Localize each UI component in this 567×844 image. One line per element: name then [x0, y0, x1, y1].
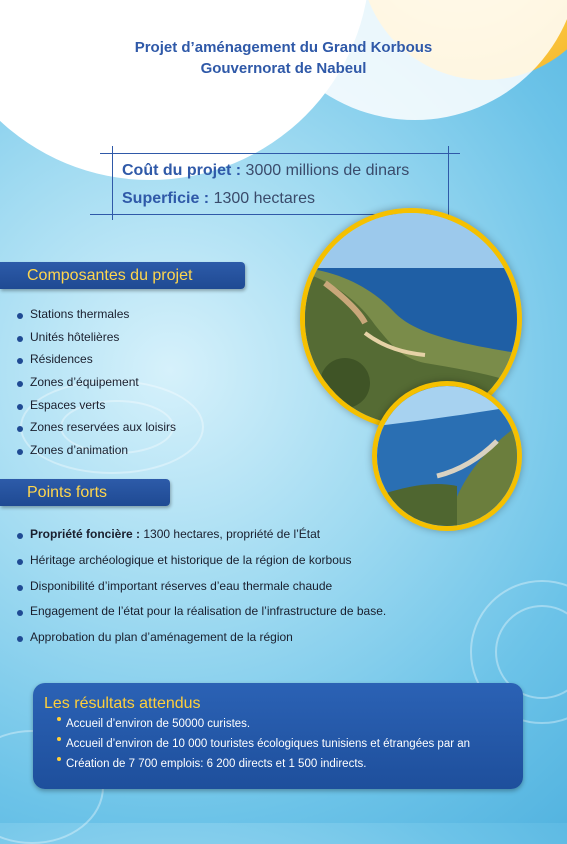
points-forts-heading: Points forts — [0, 479, 170, 506]
list-item: Disponibilité d’important réserves d’eau thermale chaude — [17, 579, 386, 605]
coast-photo-small-image — [377, 386, 517, 526]
resultats-box — [33, 683, 523, 789]
list-item: Zones d’animation — [17, 443, 176, 466]
area-value: 1300 hectares — [213, 190, 315, 207]
resultats-list — [57, 718, 470, 778]
resultats-heading: Les résultats attendus — [44, 695, 201, 712]
area-label: Superficie : — [122, 190, 210, 207]
project-area — [122, 190, 315, 208]
list-item: Création de 7 700 emplois: 6 200 directs et 1 500 indirects. — [57, 758, 470, 778]
coast-photo-small — [372, 381, 522, 531]
bullet-icon — [17, 381, 23, 387]
composantes-heading: Composantes du projet — [0, 262, 245, 289]
list-item: Zones reservées aux loisirs — [17, 420, 176, 443]
list-item: Engagement de l’état pour la réalisation de l’infrastructure de base. — [17, 604, 386, 630]
title-line-2: Gouvernorat de Nabeul — [200, 60, 367, 77]
bullet-icon — [17, 313, 23, 319]
cost-label: Coût du projet : — [122, 162, 242, 179]
title-line-1: Projet d’aménagement du Grand Korbous — [134, 39, 433, 56]
bullet-icon — [17, 585, 23, 591]
list-item: Zones d’équipement — [17, 375, 176, 398]
list-item: Stations thermales — [17, 307, 176, 330]
page-title — [0, 37, 567, 79]
bullet-icon — [17, 636, 23, 642]
list-item: Propriété foncière : 1300 hectares, propriété de l’État — [17, 527, 386, 553]
bullet-icon — [17, 336, 23, 342]
list-item: Accueil d’environ de 10 000 touristes écologiques tunisiens et étrangées par an — [57, 738, 470, 758]
composantes-list — [17, 307, 176, 466]
list-item: Unités hôtelières — [17, 330, 176, 353]
frame-line — [100, 153, 460, 154]
list-item: Espaces verts — [17, 398, 176, 421]
bullet-icon — [17, 559, 23, 565]
bullet-icon — [17, 449, 23, 455]
project-cost — [122, 162, 409, 180]
bullet-icon — [57, 737, 61, 741]
list-item: Héritage archéologique et historique de la région de korbous — [17, 553, 386, 579]
bullet-icon — [17, 610, 23, 616]
cost-value: 3000 millions de dinars — [245, 162, 410, 179]
frame-line — [448, 146, 449, 220]
frame-line — [112, 146, 113, 220]
bullet-icon — [17, 404, 23, 410]
points-forts-list — [17, 527, 386, 656]
bullet-icon — [17, 358, 23, 364]
bullet-icon — [17, 426, 23, 432]
bullet-icon — [57, 757, 61, 761]
list-item: Résidences — [17, 352, 176, 375]
list-item: Accueil d’environ de 50000 curistes. — [57, 718, 470, 738]
bullet-icon — [17, 533, 23, 539]
bullet-icon — [57, 717, 61, 721]
list-item: Approbation du plan d’aménagement de la région — [17, 630, 386, 656]
